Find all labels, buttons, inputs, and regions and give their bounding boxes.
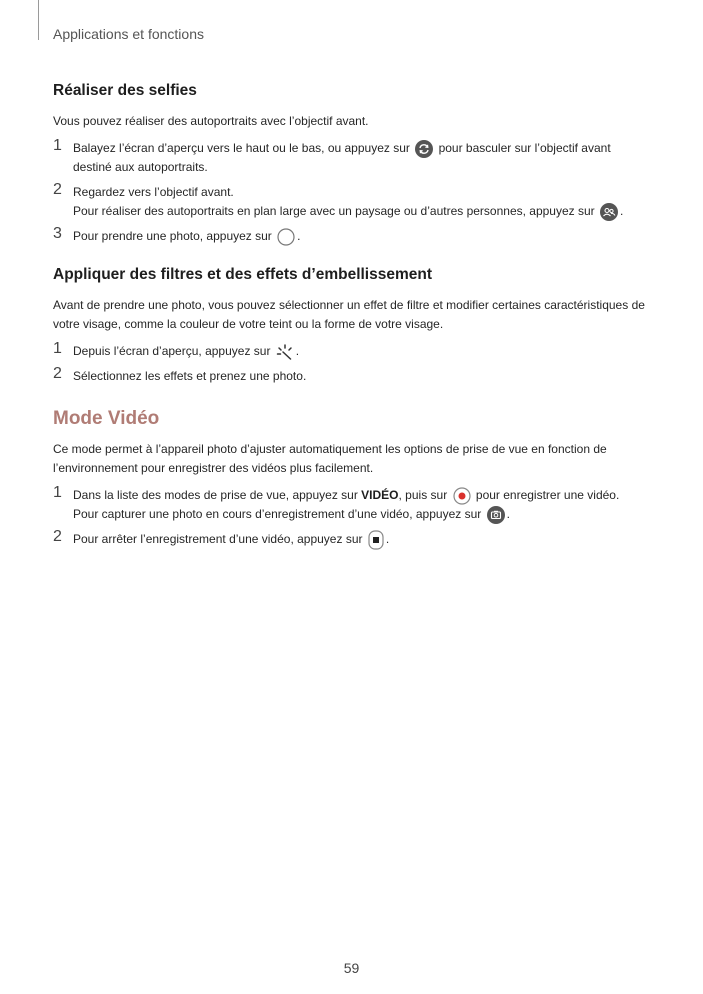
- filters-step-1: [53, 342, 663, 361]
- video-intro: Ce mode permet à l’appareil photo d’ajuster automatiquement les options de prise de vue en fonction de l’environnement pour enregistrer des vidéos plus facilement.: [53, 442, 607, 475]
- step-text: Pour arrêter l’enregistrement d’une vidéo, appuyez sur: [73, 532, 363, 547]
- video-mode-label: VIDÉO: [361, 488, 399, 502]
- step-text: Pour réaliser des autoportraits en plan large avec un paysage ou d’autres personnes, appuyez sur: [73, 204, 595, 218]
- step-text: destiné aux autoportraits.: [73, 160, 208, 174]
- step-number: 2: [53, 365, 62, 382]
- selfies-step-2: [53, 183, 663, 221]
- step-text: Sélectionnez les effets et prenez une photo.: [73, 369, 307, 383]
- step-number: 2: [53, 181, 62, 198]
- section-title-filters: Appliquer des filtres et des effets d’embellissement: [53, 266, 433, 283]
- sparkle-icon: [276, 344, 294, 360]
- step-text: .: [297, 229, 301, 243]
- video-step-1: [53, 486, 663, 524]
- step-text: .: [620, 204, 624, 218]
- step-text: Pour capturer une photo en cours d’enregistrement d’une vidéo, appuyez sur: [73, 507, 482, 521]
- step-number: 1: [53, 340, 62, 357]
- filters-step-2: [53, 367, 663, 386]
- video-step-2: [53, 530, 663, 550]
- step-text: Balayez l’écran d’aperçu vers le haut ou le bas, ou appuyez sur: [73, 141, 410, 155]
- stop-icon: [368, 530, 384, 550]
- shutter-icon: [277, 228, 295, 246]
- page-content: [53, 82, 663, 556]
- step-text: Pour prendre une photo, appuyez sur: [73, 229, 272, 243]
- step-text: Dans la liste des modes de prise de vue, appuyez sur: [73, 488, 358, 502]
- section-title-selfies: Réaliser des selfies: [53, 82, 197, 99]
- section-title-video: Mode Vidéo: [53, 408, 160, 429]
- step-text: pour enregistrer une vidéo.: [475, 488, 620, 502]
- step-text: .: [506, 507, 510, 521]
- capture-camera-icon: [487, 506, 505, 524]
- step-number: 3: [53, 225, 62, 242]
- record-icon: [453, 487, 471, 505]
- page-number: 59: [343, 960, 360, 976]
- step-text: Depuis l’écran d’aperçu, appuyez sur: [73, 344, 271, 358]
- page-header-title: Applications et fonctions: [53, 26, 204, 42]
- step-number: 1: [53, 137, 62, 154]
- step-text: pour basculer sur l’objectif avant: [438, 141, 611, 155]
- wide-selfie-icon: [600, 203, 618, 221]
- step-number: 2: [53, 528, 62, 545]
- step-text: .: [295, 344, 300, 358]
- selfies-intro: Vous pouvez réaliser des autoportraits avec l’objectif avant.: [53, 114, 369, 128]
- selfies-step-3: [53, 227, 663, 246]
- header-rule: [38, 0, 39, 40]
- step-number: 1: [53, 484, 62, 501]
- step-text: Regardez vers l’objectif avant.: [73, 185, 234, 199]
- filters-intro: Avant de prendre une photo, vous pouvez sélectionner un effet de filtre et modifier certaines caractéristiques de votre visage, comme la couleur de votre teint ou la forme de votre visage.: [53, 298, 645, 331]
- selfies-step-1: [53, 139, 663, 177]
- step-text: .: [385, 532, 390, 547]
- switch-camera-icon: [415, 140, 433, 158]
- step-text: , puis sur: [398, 488, 448, 502]
